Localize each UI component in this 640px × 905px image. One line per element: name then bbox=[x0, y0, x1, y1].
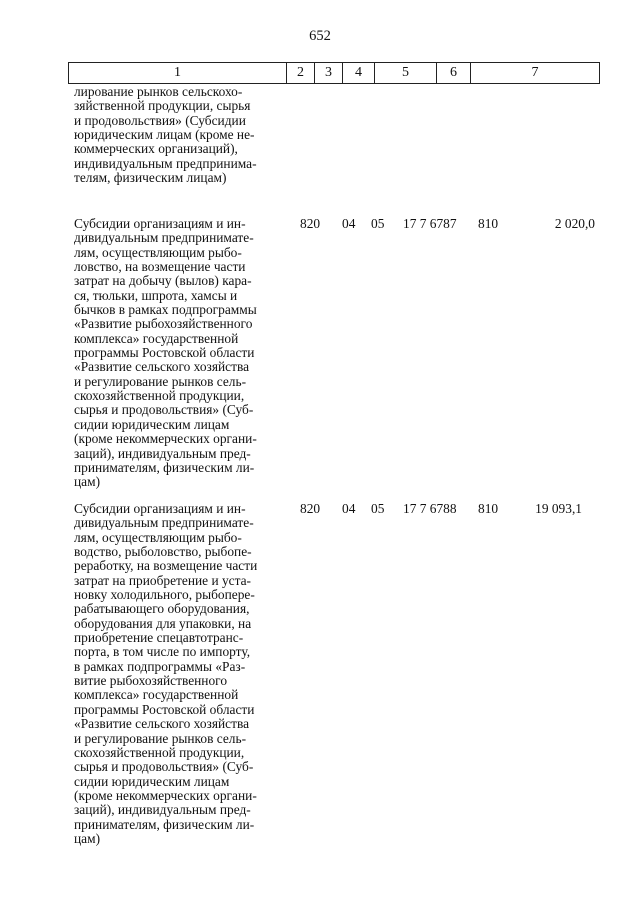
row-expense-type: 810 bbox=[478, 501, 499, 516]
row-amount: 2 020,0 bbox=[554, 216, 595, 231]
row-description: Субсидии организациям и ин- дивидуальным предпринимате- лям, осуществляющим рыбо- водство, рыболовство, рыбопе- реработку, на возмещение части затрат на приобретение и уста- новку холодильного, рыбопере- рабатывающего оборудования, оборудования для упаковки, на приобретение спецавтотранс- порта, в том числе по импорту, в рамках подпрограммы «Раз- витие рыбохозяйственного комплекса» государственной программы Ростовской области «Развитие сельского хозяйства и регулирование рынков сель- скохозяйственной продукции, сырья и продовольствия» (Суб- сидии юридическим лицам (кроме некоммерческих органи- заций), индивидуальным пред- принимателям, физическим ли- цам) bbox=[74, 501, 258, 846]
table-header-row bbox=[68, 62, 600, 84]
header-col-5: 5 bbox=[374, 63, 436, 83]
row-description: Субсидии организациям и ин- дивидуальным предпринимате- лям, осуществляющим рыбо- ловство, на возмещение части затрат на добычу (вылов) кара- ся, тюльки, шпрота, хамсы и бычков в рамках подпрограммы «Развитие рыбохозяйственного комплекса» государственной программы Ростовской области «Развитие сельского хозяйства и регулирование рынков сель- скохозяйственной продукции, сырья и продовольствия» (Суб- сидии юридическим лицам (кроме некоммерческих органи- заций), индивидуальным пред- принимателям, физическим ли- цам) bbox=[74, 216, 257, 490]
header-col-6: 6 bbox=[436, 63, 470, 83]
row-section-code: 04 bbox=[342, 501, 356, 516]
row-expense-type: 810 bbox=[478, 216, 499, 231]
row-subsection-code: 05 bbox=[371, 501, 385, 516]
header-col-2: 2 bbox=[286, 63, 314, 83]
row-section-code: 04 bbox=[342, 216, 356, 231]
row-subsection-code: 05 bbox=[371, 216, 385, 231]
row-chapter-code: 820 bbox=[300, 216, 321, 231]
budget-table bbox=[68, 62, 600, 846]
header-col-1: 1 bbox=[174, 65, 181, 80]
header-col-3: 3 bbox=[314, 63, 342, 83]
header-col-7: 7 bbox=[470, 63, 599, 83]
row-description: лирование рынков сельскохо- зяйственной продукции, сырья и продовольствия» (Субсидии юридическим лицам (кроме не- коммерческих организаций), индивидуальным предпринима- телям, физическим лицам) bbox=[74, 84, 257, 186]
row-target-code: 17 7 6788 bbox=[403, 501, 457, 516]
row-target-code: 17 7 6787 bbox=[403, 216, 457, 231]
row-amount: 19 093,1 bbox=[535, 501, 582, 516]
header-col-4: 4 bbox=[342, 63, 374, 83]
row-chapter-code: 820 bbox=[300, 501, 321, 516]
page-number: 652 bbox=[309, 28, 331, 44]
